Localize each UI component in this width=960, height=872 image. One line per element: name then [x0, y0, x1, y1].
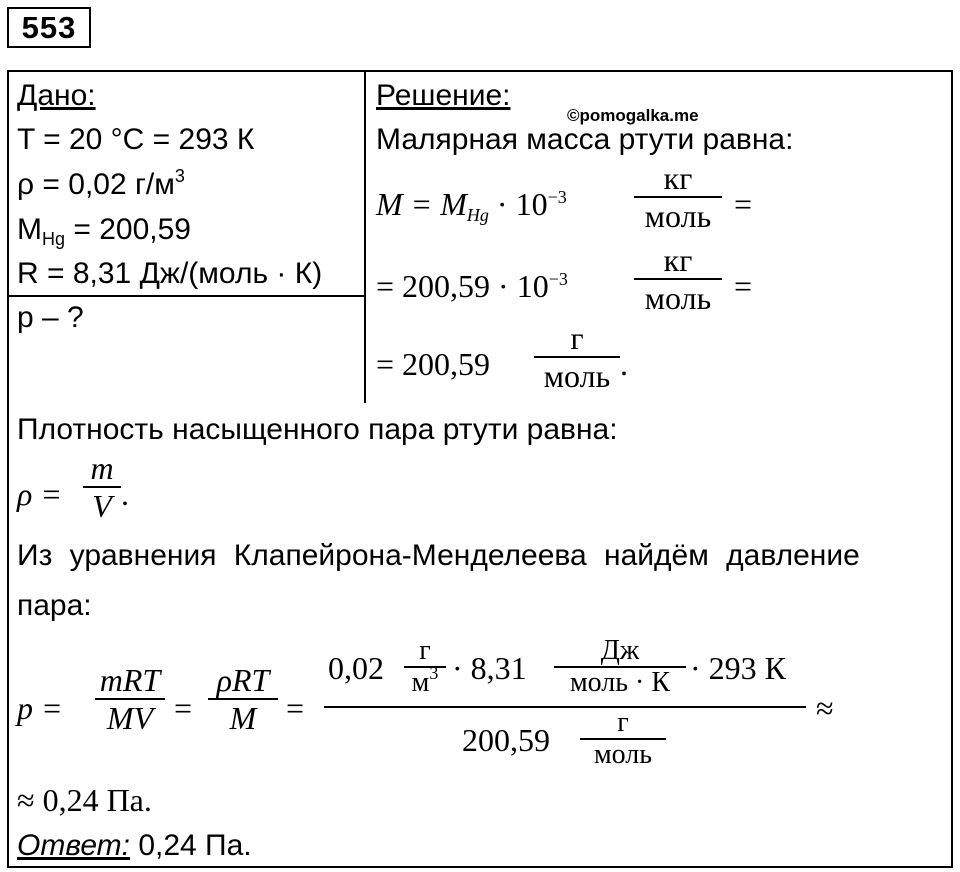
molar-mass-eq3: = 200,59 [376, 346, 491, 382]
unit-J-per-molK: Дж моль · К [554, 636, 686, 698]
eq3-period: . [620, 346, 628, 382]
clapeyron-intro-1: Из уравнения Клапейрона-Менделеева найдём давление [17, 539, 860, 572]
density-intro: Плотность насыщенного пара ртути равна: [17, 413, 618, 446]
pressure-eq-b: = [286, 690, 305, 726]
unit-kg-per-mol-1: кг моль [634, 160, 722, 234]
molar-mass-intro: Малярная масса ртути равна: [376, 123, 794, 156]
molar-mass-eq2: = $200,59 \cdot 10^{-3}$ [376, 268, 568, 304]
result-line: ≈ 0,24 Па. [17, 782, 152, 818]
density-fraction: m V [83, 450, 121, 524]
numerator-value-b: · 8,31 [452, 650, 527, 686]
molar-mass-eq1: $M = M_{Hg} \cdot 10^{-3}$ [376, 186, 567, 225]
unit-g-per-m3: г $м^3$ [404, 636, 446, 698]
unit-g-per-mol-den: г моль [580, 708, 666, 770]
watermark: ©pomogalka.me [567, 106, 699, 125]
eq2-equals: = [734, 268, 753, 304]
clapeyron-intro-2: пара: [17, 589, 92, 622]
given-density: ρ = 0,02 $г/м^3$ [17, 166, 185, 201]
numerator-value-a: 0,02 [328, 650, 384, 686]
unit-kg-per-mol-2: кг моль [634, 242, 722, 316]
given-molar-mass: $M_{Hg} = 200,59$ [17, 213, 191, 249]
approx-sign: ≈ [816, 690, 834, 726]
column-divider [364, 70, 366, 403]
given-gas-constant: R = 8,31 Дж/(моль · К) [17, 257, 323, 290]
given-find-divider [7, 295, 365, 297]
answer-value: 0,24 Па. [130, 829, 252, 862]
density-rho: ρ = [17, 476, 62, 512]
fraction-mRT-MV: mRT MV [95, 662, 165, 736]
main-fraction-bar [324, 706, 806, 708]
given-heading: Дано: [17, 79, 96, 112]
given-temperature: T = 20 °C = 293 К [17, 123, 255, 156]
answer-label: Ответ: [17, 829, 130, 862]
pressure-p: p = [17, 690, 63, 726]
problem-number: 553 [7, 7, 91, 48]
eq1-equals: = [734, 186, 753, 222]
answer-line [17, 828, 252, 864]
fraction-rhoRT-M: ρRT M [208, 662, 278, 736]
solution-heading: Решение: [376, 79, 511, 112]
pressure-eq-a: = [174, 690, 193, 726]
unit-g-per-mol: г моль [534, 320, 620, 394]
density-period: . [121, 476, 129, 512]
numerator-value-c: · 293 К [690, 650, 786, 686]
find-pressure: p – ? [17, 301, 84, 334]
denominator-value: 200,59 [462, 722, 550, 758]
